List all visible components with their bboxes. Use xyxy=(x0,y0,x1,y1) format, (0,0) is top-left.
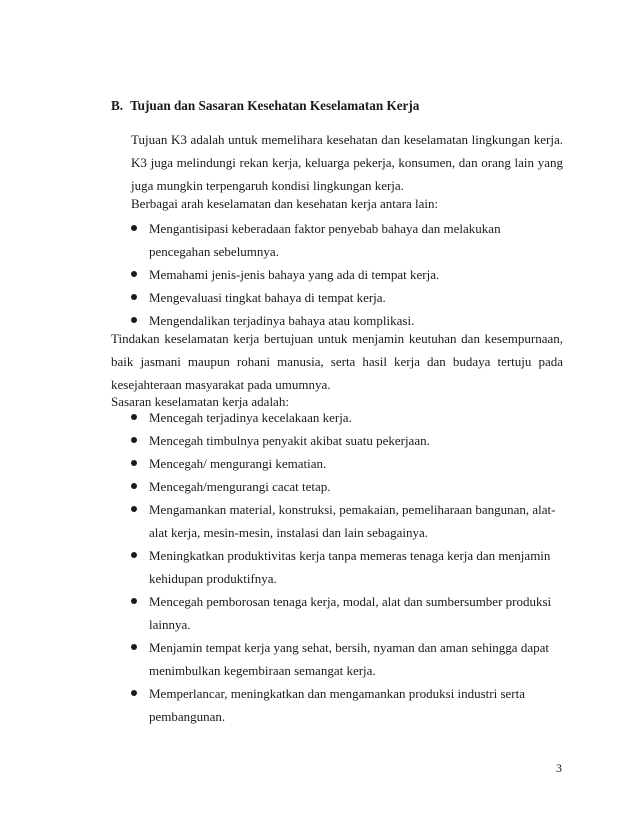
bullet-icon xyxy=(131,506,137,512)
page-number: 3 xyxy=(556,761,562,775)
list-item-text: Meningkatkan produktivitas kerja tanpa memeras tenaga kerja dan menjamin kehidupan produktifnya. xyxy=(149,548,551,586)
list-item-text: Mengamankan material, konstruksi, pemakaian, pemeliharaan bangunan, alat-alat kerja, mesin-mesin, instalasi dan lain sebagainya. xyxy=(149,502,556,540)
list-item-text: Memahami jenis-jenis bahaya yang ada di tempat kerja. xyxy=(149,267,440,282)
bullet-icon xyxy=(131,598,137,604)
list-item-text: Mencegah terjadinya kecelakaan kerja. xyxy=(149,410,352,425)
paragraph-tindakan: Tindakan keselamatan kerja bertujuan untuk menjamin keutuhan dan kesempurnaan, baik jasmani maupun rohani manusia, serta hasil kerja dan budaya tertuju pada kesejahteraan masyarakat pada umumnya. xyxy=(111,331,563,392)
list-item xyxy=(131,475,563,498)
list-item xyxy=(131,682,563,728)
list-item-text: Menjamin tempat kerja yang sehat, bersih, nyaman dan aman sehingga dapat menimbulkan kegembiraan semangat kerja. xyxy=(149,640,549,678)
list-item-text: Mengendalikan terjadinya bahaya atau komplikasi. xyxy=(149,313,415,328)
section-letter: B. xyxy=(111,98,124,113)
bullet-icon xyxy=(131,225,137,231)
list-item-text: Memperlancar, meningkatkan dan mengamankan produksi industri serta pembangunan. xyxy=(149,686,526,724)
list-item xyxy=(131,286,563,309)
bullet-icon xyxy=(131,690,137,696)
list-item-text: Mencegah pemborosan tenaga kerja, modal, alat dan sumbersumber produksi lainnya. xyxy=(149,594,552,632)
list-item-text: Mencegah/ mengurangi kematian. xyxy=(149,456,327,471)
bullet-icon xyxy=(131,414,137,420)
bullet-icon xyxy=(131,271,137,277)
list-item-text: Mencegah timbulnya penyakit akibat suatu pekerjaan. xyxy=(149,433,430,448)
bullet-icon xyxy=(131,483,137,489)
bullet-icon xyxy=(131,317,137,323)
list-item xyxy=(131,498,563,544)
arah-list xyxy=(131,217,563,332)
list-item xyxy=(131,263,563,286)
bullet-icon xyxy=(131,552,137,558)
bullet-icon xyxy=(131,644,137,650)
bullet-icon xyxy=(131,437,137,443)
bullet-icon xyxy=(131,460,137,466)
list-item xyxy=(131,452,563,475)
list-item xyxy=(131,217,563,263)
list-item xyxy=(131,544,563,590)
list-item-text: Mencegah/mengurangi cacat tetap. xyxy=(149,479,331,494)
section-title: Tujuan dan Sasaran Kesehatan Keselamatan Kerja xyxy=(130,98,420,113)
paragraph-arah: Berbagai arah keselamatan dan kesehatan kerja antara lain: xyxy=(131,196,439,211)
sasaran-list xyxy=(131,406,563,728)
list-item xyxy=(131,636,563,682)
paragraph-sasaran: Sasaran keselamatan kerja adalah: xyxy=(111,394,289,409)
list-item-text: Mengantisipasi keberadaan faktor penyebab bahaya dan melakukan pencegahan sebelumnya. xyxy=(149,221,501,259)
list-item xyxy=(131,406,563,429)
list-item xyxy=(131,590,563,636)
section-heading xyxy=(111,98,419,114)
list-item xyxy=(131,429,563,452)
paragraph-tujuan: Tujuan K3 adalah untuk memelihara kesehatan dan keselamatan lingkungan kerja. K3 juga melindungi rekan kerja, keluarga pekerja, konsumen, dan orang lain yang juga mungkin terpengaruh kondisi lingkungan kerja. xyxy=(131,132,563,193)
bullet-icon xyxy=(131,294,137,300)
list-item-text: Mengevaluasi tingkat bahaya di tempat kerja. xyxy=(149,290,386,305)
